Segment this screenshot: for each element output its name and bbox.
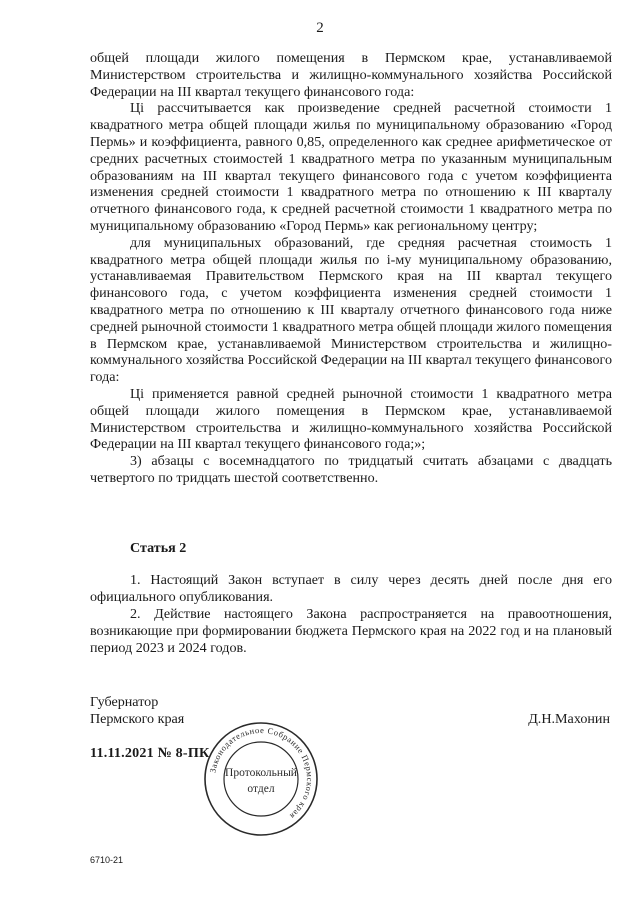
signer-title-line-2: Пермского края: [90, 711, 185, 727]
article-heading: Статья 2: [130, 540, 187, 556]
document-code: 6710-21: [90, 855, 124, 865]
paragraph-3: для муниципальных образований, где средняя расчетная стоимость 1 квадратного метра общей площади жилья по i-му муниципальному образованию, устанавливаемая Правительством Пермского края на III квартал текущего финансового года, с учетом коэффициента изменения средней стоимости 1 квадратного метра по отношению к III кварталу отчетного финансового года ниже средней рыночной стоимости 1 квадратного метра общей площади жилого помещения в Пермском крае, устанавливаемой Министерством строительства и жилищно-коммунального хозяйства Российской Федерации на III квартал текущего финансового года:: [90, 234, 612, 386]
paragraph-1: общей площади жилого помещения в Пермском крае, устанавливаемой Министерством строительства и жилищно-коммунального хозяйства Российской Федерации на III квартал текущего финансового года:: [90, 50, 612, 100]
main-text: [90, 50, 612, 487]
paragraph-5: 3) абзацы с восемнадцатого по тридцатый считать абзацами с двадцать четвертого по тридцать шестой соответственно.: [90, 453, 612, 486]
stamp-center-line-2: отдел: [247, 783, 275, 795]
signer-name: Д.Н.Махонин: [528, 711, 610, 727]
article-paragraph-1: 1. Настоящий Закон вступает в силу через десять дней после дня его официального опубликования.: [90, 572, 612, 605]
stamp-seal: [202, 720, 320, 838]
paragraph-2: Ці рассчитывается как произведение средней расчетной стоимости 1 квадратного метра общей площади жилья по муниципальному образованию «Город Пермь» и коэффициента, равного 0,85, определенного как среднее арифметическое от средних расчетных стоимостей 1 квадратного метра по указанным муниципальным образованиям на III квартал текущего финансового года с учетом коэффициента изменения средней стоимости 1 квадратного метра по отношению к III кварталу отчетного финансового года, к средней расчетной стоимости 1 квадратного метра по муниципальному образованию «Город Пермь» как региональному центру;: [90, 100, 612, 234]
date-and-number: 11.11.2021 № 8-ПК: [90, 745, 210, 761]
page-number: 2: [316, 20, 324, 36]
stamp-center-line-1: Протокольный: [225, 767, 297, 779]
signer-title-line-1: Губернатор: [90, 694, 159, 710]
paragraph-4: Ці применяется равной средней рыночной стоимости 1 квадратного метра общей площади жилого помещения в Пермском крае, устанавливаемой Министерством строительства и жилищно-коммунального хозяйства Российской Федерации на III квартал текущего финансового года;»;: [90, 385, 612, 453]
signer-title: [90, 694, 184, 728]
stamp-ring-text: Законодательное Собрание Пермского края: [207, 724, 316, 822]
article-body: [90, 572, 612, 657]
article-paragraph-2: 2. Действие настоящего Закона распространяется на правоотношения, возникающие при формировании бюджета Пермского края на 2022 год и на плановый период 2023 и 2024 годов.: [90, 606, 612, 656]
